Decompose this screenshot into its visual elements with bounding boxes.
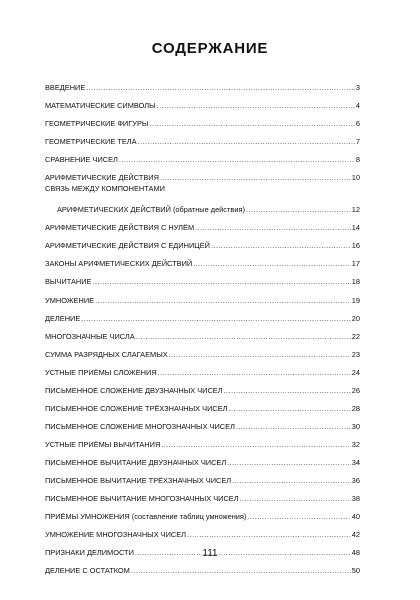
toc-page-number: 26 (351, 385, 360, 395)
dot-leader (119, 155, 355, 164)
toc-entry (45, 250, 360, 268)
toc-entry-title: ДЕЛЕНИЕ С ОСТАТКОМ (45, 566, 130, 576)
dot-leader (86, 83, 355, 92)
dot-leader (247, 512, 350, 521)
toc-entry-title: СВЯЗЬ МЕЖДУ КОМПОНЕНТАМИ (45, 184, 165, 194)
toc-entry (45, 557, 360, 575)
toc-entry (45, 323, 360, 341)
toc-entry (45, 182, 360, 214)
toc-entry-title: АРИФМЕТИЧЕСКИЕ ДЕЙСТВИЯ (45, 173, 159, 183)
toc-page-number: 19 (351, 295, 360, 305)
dot-leader (138, 137, 355, 146)
toc-page-number: 12 (351, 205, 360, 215)
toc-entry-title: СУММА РАЗРЯДНЫХ СЛАГАЕМЫХ (45, 349, 168, 359)
toc-entry-title: МНОГОЗНАЧНЫЕ ЧИСЛА (45, 331, 135, 341)
toc-page-number: 16 (351, 241, 360, 251)
toc-entry-title-line2: АРИФМЕТИЧЕСКИХ ДЕЙСТВИЙ (обратные действия) (57, 205, 245, 215)
toc-entry (45, 359, 360, 377)
toc-page-number: 14 (351, 223, 360, 233)
toc-entry-title: ВВЕДЕНИЕ (45, 83, 86, 93)
dot-leader (236, 422, 351, 431)
toc-page-number: 28 (351, 403, 360, 413)
toc-page-number: 40 (351, 512, 360, 522)
dot-leader (232, 476, 351, 485)
toc-entry-title: АРИФМЕТИЧЕСКИЕ ДЕЙСТВИЯ С НУЛЁМ (45, 223, 195, 233)
toc-entry-title: ПИСЬМЕННОЕ СЛОЖЕНИЕ ДВУЗНАЧНЫХ ЧИСЕЛ (45, 385, 223, 395)
table-of-contents (45, 74, 360, 575)
toc-entry (45, 146, 360, 164)
dot-leader (161, 440, 350, 449)
page-number: 111 (202, 548, 218, 559)
toc-entry-title: УСТНЫЕ ПРИЁМЫ ВЫЧИТАНИЯ (45, 439, 161, 449)
toc-page-number: 18 (351, 277, 360, 287)
toc-entry-title: ГЕОМЕТРИЧЕСКИЕ ТЕЛА (45, 137, 137, 147)
toc-page-number: 48 (351, 548, 360, 558)
toc-page-number: 10 (351, 173, 360, 183)
toc-entry (45, 110, 360, 128)
toc-entry-continuation (45, 196, 360, 214)
toc-entry (45, 485, 360, 503)
dot-leader (136, 332, 351, 341)
toc-entry (45, 377, 360, 395)
toc-page-number: 23 (351, 349, 360, 359)
toc-entry-title: УМНОЖЕНИЕ (45, 295, 95, 305)
toc-entry (45, 449, 360, 467)
toc-entry (45, 521, 360, 539)
dot-leader (131, 566, 351, 575)
dot-leader (246, 205, 351, 214)
dot-leader (193, 259, 351, 268)
toc-page-number: 34 (351, 457, 360, 467)
dot-leader (160, 173, 351, 182)
toc-entry (45, 268, 360, 286)
toc-entry-title: УМНОЖЕНИЕ МНОГОЗНАЧНЫХ ЧИСЕЛ (45, 530, 187, 540)
dot-leader (195, 223, 351, 232)
dot-leader (81, 314, 350, 323)
toc-entry-title: ПРИЁМЫ УМНОЖЕНИЯ (составление таблиц умножения) (45, 512, 247, 522)
toc-entry (45, 128, 360, 146)
toc-page-number: 36 (351, 475, 360, 485)
dot-leader (157, 101, 355, 110)
toc-entry-title: УСТНЫЕ ПРИЁМЫ СЛОЖЕНИЯ (45, 367, 157, 377)
toc-entry (45, 232, 360, 250)
toc-page-number: 38 (351, 494, 360, 504)
toc-page-number: 4 (355, 101, 360, 111)
page-title: СОДЕРЖАНИЕ (151, 40, 269, 57)
toc-entry-title: ПИСЬМЕННОЕ СЛОЖЕНИЕ ТРЁХЗНАЧНЫХ ЧИСЕЛ (45, 403, 228, 413)
toc-entry-title: ГЕОМЕТРИЧЕСКИЕ ФИГУРЫ (45, 119, 149, 129)
toc-entry (45, 305, 360, 323)
dot-leader (240, 494, 351, 503)
dot-leader (169, 350, 351, 359)
toc-page-number: 50 (351, 566, 360, 576)
toc-entry-title: ПИСЬМЕННОЕ ВЫЧИТАНИЕ ТРЁХЗНАЧНЫХ ЧИСЕЛ (45, 475, 232, 485)
toc-entry-title: ЗАКОНЫ АРИФМЕТИЧЕСКИХ ДЕЙСТВИЙ (45, 259, 193, 269)
toc-page-number: 42 (351, 530, 360, 540)
toc-page-number: 32 (351, 439, 360, 449)
toc-entry (45, 92, 360, 110)
dot-leader (187, 530, 351, 539)
toc-entry-title: МАТЕМАТИЧЕСКИЕ СИМВОЛЫ (45, 101, 156, 111)
toc-entry-title: СРАВНЕНИЕ ЧИСЕЛ (45, 155, 118, 165)
toc-entry (45, 164, 360, 182)
dot-leader (95, 296, 351, 305)
toc-page-number: 20 (351, 313, 360, 323)
toc-entry-title: ПИСЬМЕННОЕ СЛОЖЕНИЕ МНОГОЗНАЧНЫХ ЧИСЕЛ (45, 421, 235, 431)
toc-page-number: 3 (355, 83, 360, 93)
toc-entry (45, 431, 360, 449)
dot-leader (224, 386, 351, 395)
toc-page-number: 30 (351, 421, 360, 431)
toc-page-number: 24 (351, 367, 360, 377)
toc-entry (45, 214, 360, 232)
toc-page-number: 6 (355, 119, 360, 129)
toc-entry-title: ДЕЛЕНИЕ (45, 313, 81, 323)
toc-entry-title: АРИФМЕТИЧЕСКИЕ ДЕЙСТВИЯ С ЕДИНИЦЕЙ (45, 241, 210, 251)
dot-leader (227, 458, 351, 467)
toc-entry-title: ВЫЧИТАНИЕ (45, 277, 92, 287)
toc-entry (45, 395, 360, 413)
toc-page-number: 7 (355, 137, 360, 147)
toc-page-number: 17 (351, 259, 360, 269)
toc-entry (45, 503, 360, 521)
toc-page-number: 8 (355, 155, 360, 165)
dot-leader (229, 404, 351, 413)
toc-entry (45, 74, 360, 92)
toc-entry (45, 467, 360, 485)
dot-leader (158, 368, 351, 377)
toc-entry (45, 341, 360, 359)
toc-entry (45, 413, 360, 431)
toc-entry-title: ПИСЬМЕННОЕ ВЫЧИТАНИЕ МНОГОЗНАЧНЫХ ЧИСЕЛ (45, 494, 239, 504)
toc-page-number: 22 (351, 331, 360, 341)
dot-leader (93, 277, 351, 286)
dot-leader (211, 241, 351, 250)
toc-entry-title: ПИСЬМЕННОЕ ВЫЧИТАНИЕ ДВУЗНАЧНЫХ ЧИСЕЛ (45, 457, 227, 467)
dot-leader (149, 119, 354, 128)
toc-entry (45, 286, 360, 304)
toc-entry-title: ПРИЗНАКИ ДЕЛИМОСТИ (45, 548, 134, 558)
